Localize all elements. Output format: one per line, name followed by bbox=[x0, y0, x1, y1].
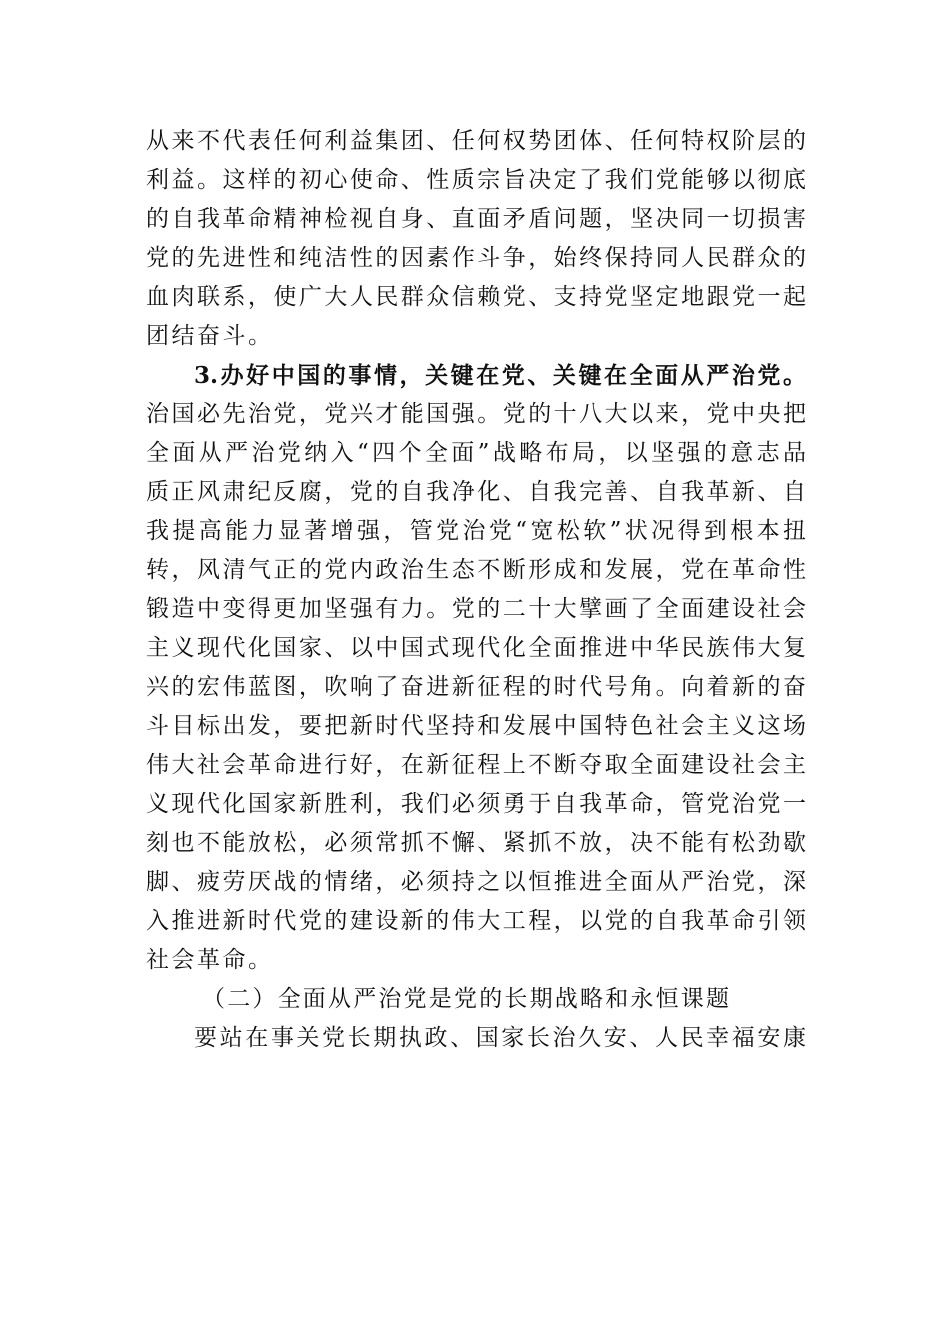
section-heading: （二）全面从严治党是党的长期战略和永恒课题 bbox=[202, 986, 732, 1012]
text-line: 质正风肃纪反腐，党的自我净化、自我完善、自我革新、自 bbox=[146, 479, 806, 505]
text-line: 斗目标出发，要把新时代坚持和发展中国特色社会主义这场 bbox=[146, 713, 806, 739]
text-line: 义现代化国家新胜利，我们必须勇于自我革命，管党治党一 bbox=[146, 791, 806, 817]
text-line: 转，风清气正的党内政治生态不断形成和发展，党在革命性 bbox=[146, 557, 806, 583]
text-line: 党的先进性和纯洁性的因素作斗争，始终保持同人民群众的 bbox=[146, 245, 806, 271]
text-line: 兴的宏伟蓝图，吹响了奋进新征程的时代号角。向着新的奋 bbox=[146, 674, 806, 700]
text-line: 我提高能力显著增强，管党治党“宽松软”状况得到根本扭 bbox=[146, 518, 806, 544]
text-line: 刻也不能放松，必须常抓不懈、紧抓不放，决不能有松劲歇 bbox=[146, 830, 806, 856]
text-line: 从来不代表任何利益集团、任何权势团体、任何特权阶层的 bbox=[146, 128, 806, 154]
text-line: 团结奋斗。 bbox=[146, 323, 274, 349]
text-line: 社会革命。 bbox=[146, 947, 274, 973]
text-line: 利益。这样的初心使命、性质宗旨决定了我们党能够以彻底 bbox=[146, 167, 806, 193]
text-line: 入推进新时代党的建设新的伟大工程，以党的自我革命引领 bbox=[146, 908, 806, 934]
paragraph-3 bbox=[146, 1019, 806, 1058]
text-line: 伟大社会革命进行好，在新征程上不断夺取全面建设社会主 bbox=[146, 752, 806, 778]
text-line: 血肉联系，使广大人民群众信赖党、支持党坚定地跟党一起 bbox=[146, 284, 806, 310]
paragraph-1 bbox=[146, 122, 806, 356]
text-line: 的自我革命精神检视自身、直面矛盾问题，坚决同一切损害 bbox=[146, 206, 806, 232]
text-line: 脚、疲劳厌战的情绪，必须持之以恒推进全面从严治党，深 bbox=[146, 869, 806, 895]
text-line: 锻造中变得更加坚强有力。党的二十大擘画了全面建设社会 bbox=[146, 596, 806, 622]
document-body bbox=[146, 122, 806, 1058]
text-line: 全面从严治党纳入“四个全面”战略布局，以坚强的意志品 bbox=[146, 440, 806, 466]
paragraph-2 bbox=[146, 356, 806, 980]
text-line: 治国必先治党，党兴才能国强。党的十八大以来，党中央把 bbox=[146, 401, 806, 427]
text-line: 主义现代化国家、以中国式现代化全面推进中华民族伟大复 bbox=[146, 635, 806, 661]
text-line: 要站在事关党长期执政、国家长治久安、人民幸福安康 bbox=[194, 1025, 806, 1051]
paragraph-heading: 3.办好中国的事情，关键在党、关键在全面从严治党。 bbox=[194, 362, 806, 389]
